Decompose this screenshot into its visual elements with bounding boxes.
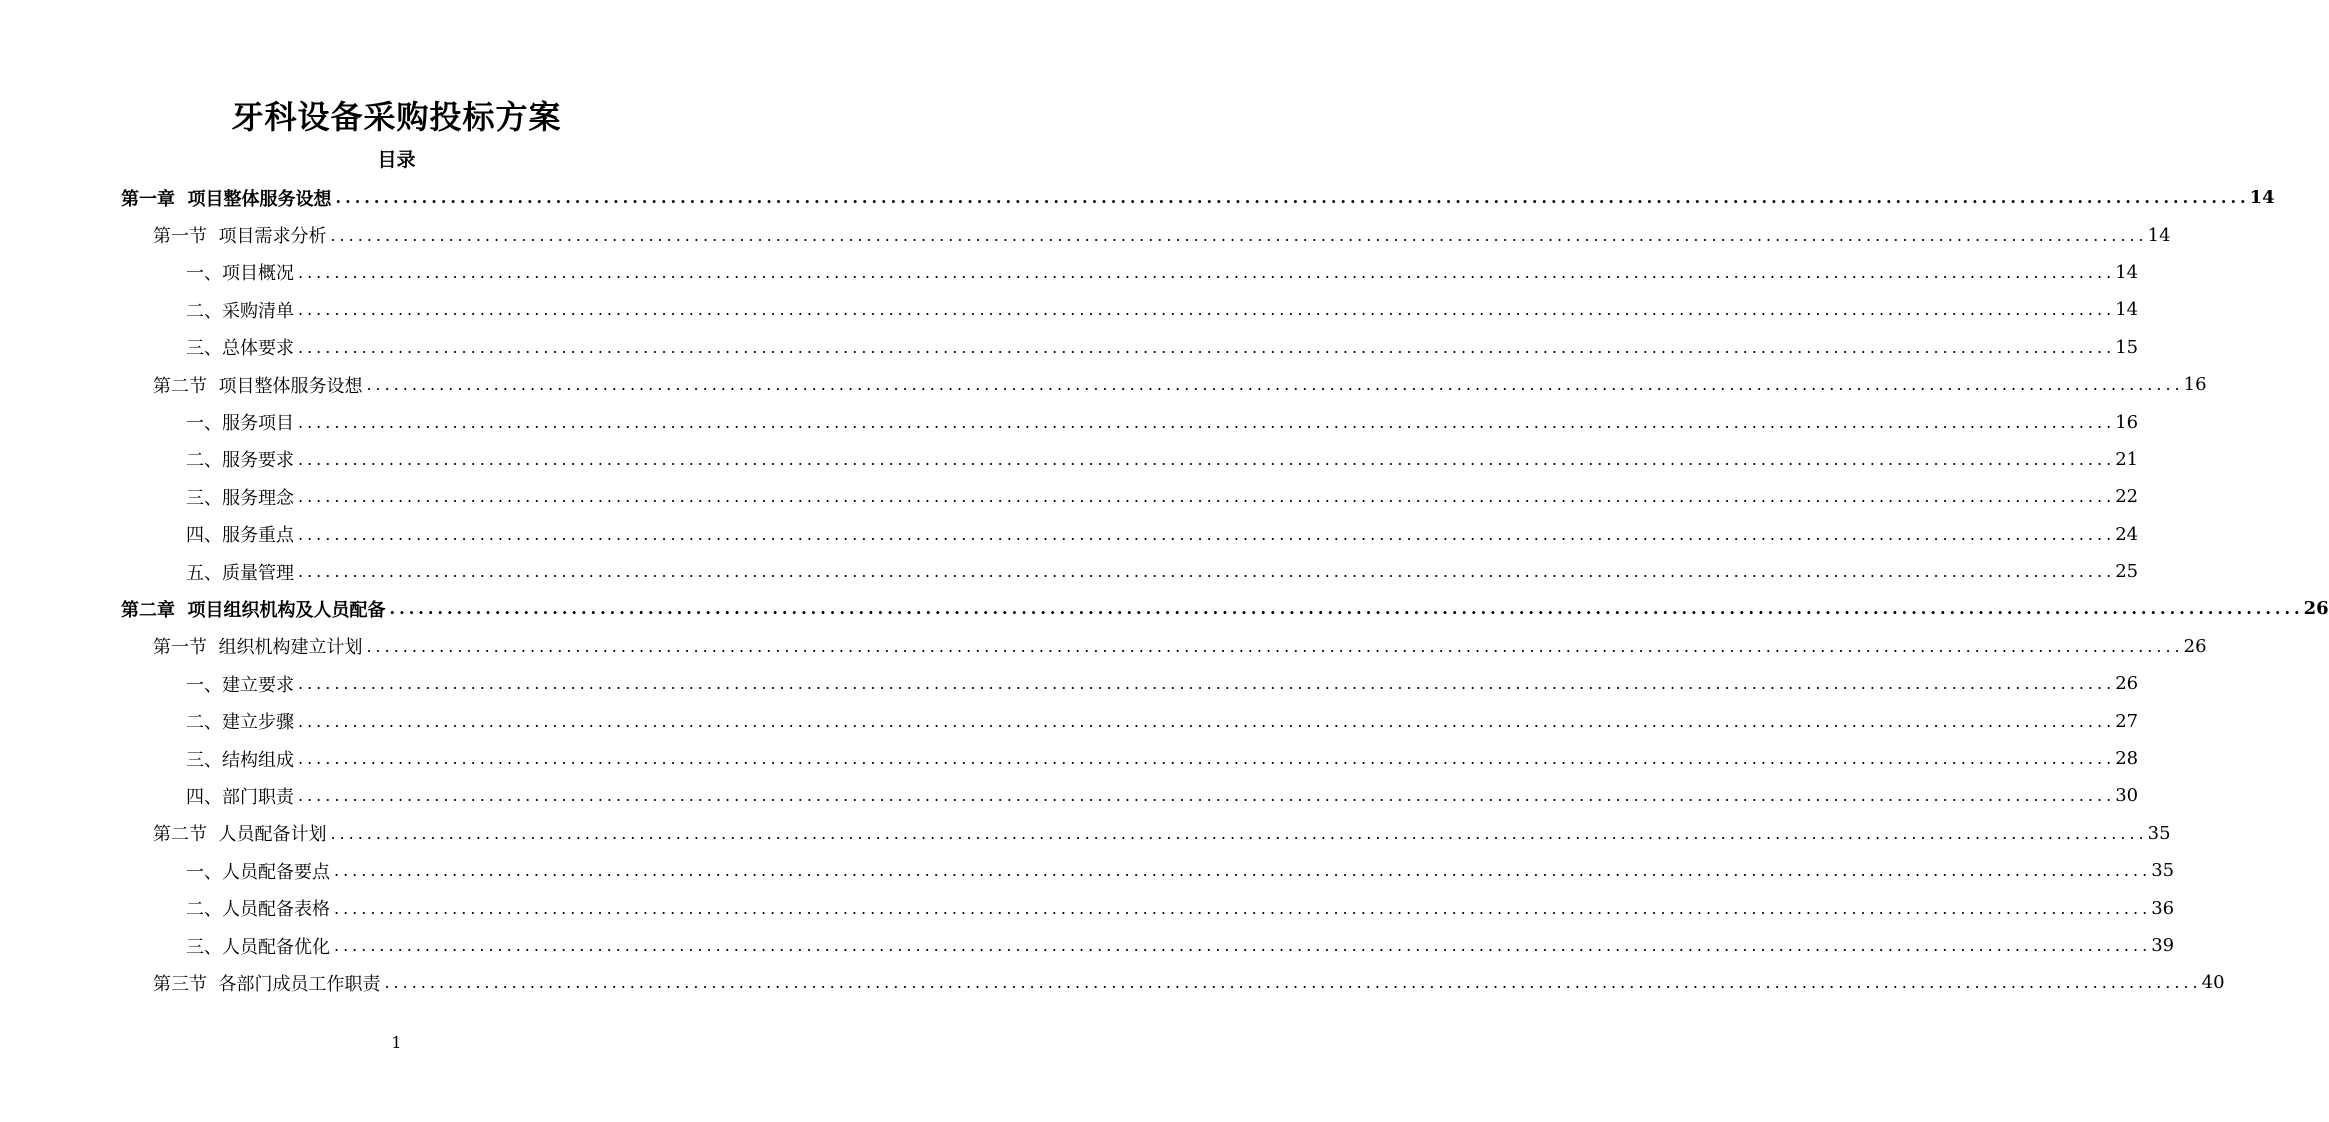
toc-entry[interactable] [0, 590, 2329, 627]
toc-heading: 目录 [377, 149, 416, 171]
toc-entry-page: 22 [2115, 486, 2139, 508]
toc-entry-label: 第二章 项目组织机构及人员配备 [121, 596, 390, 622]
toc-leader-dots: ........................................................................................................................................................................................................ [298, 300, 2116, 320]
page-number: 1 [391, 1033, 402, 1052]
toc-entry-label: 四、服务重点 [186, 521, 298, 547]
toc-entry-page: 24 [2115, 523, 2139, 545]
toc-entry[interactable] [0, 665, 2139, 702]
toc-entry-label: 三、人员配备优化 [186, 933, 334, 959]
toc-entry[interactable] [0, 702, 2139, 739]
toc-leader-dots: ........................................................................................................................................................................................................ [298, 487, 2116, 507]
toc-leader-dots: ........................................................................................................................................................................................................ [298, 562, 2116, 582]
toc-entry-page: 36 [2151, 897, 2175, 919]
toc-leader-dots: ........................................................................................................................................................................................................ [366, 375, 2184, 395]
toc-entry[interactable] [0, 403, 2139, 440]
toc-entry-page: 15 [2115, 336, 2139, 358]
toc-entry[interactable] [0, 927, 2175, 964]
toc-entry-page: 27 [2115, 710, 2139, 732]
toc-entry-page: 14 [2249, 187, 2275, 209]
toc-entry[interactable] [0, 815, 2171, 852]
toc-entry-label: 一、人员配备要点 [186, 858, 334, 884]
toc-entry-label: 第一节 项目需求分析 [153, 222, 330, 248]
toc-entry-page: 25 [2115, 561, 2139, 583]
toc-entry-label: 三、结构组成 [186, 746, 298, 772]
toc-entry-label: 三、总体要求 [186, 334, 298, 360]
toc-entry-label: 第一节 组织机构建立计划 [153, 633, 366, 659]
toc-entry[interactable] [0, 553, 2139, 590]
toc-entry-page: 16 [2183, 374, 2207, 396]
toc-leader-dots: ........................................................................................................................................................................................................ [298, 449, 2116, 469]
toc-entry-label: 一、建立要求 [186, 671, 298, 697]
toc-entry[interactable] [0, 964, 2225, 1001]
toc-entry-page: 21 [2115, 448, 2139, 470]
toc-leader-dots: ........................................................................................................................................................................................................ [384, 973, 2202, 993]
toc-entry[interactable] [0, 441, 2139, 478]
toc-entry-label: 一、服务项目 [186, 409, 298, 435]
toc-entry-page: 30 [2115, 785, 2139, 807]
toc-leader-dots: ........................................................................................................................................................................................................ [298, 524, 2116, 544]
toc-leader-dots: ........................................................................................................................................................................................................ [334, 898, 2152, 918]
toc-leader-dots: ........................................................................................................................................................................................................ [298, 262, 2116, 282]
toc-entry-label: 五、质量管理 [186, 559, 298, 585]
toc-leader-dots: ........................................................................................................................................................................................................ [335, 188, 2250, 208]
toc-entry[interactable] [0, 516, 2139, 553]
toc-entry-label: 第一章 项目整体服务设想 [121, 185, 336, 211]
toc-entry-page: 26 [2115, 673, 2139, 695]
toc-leader-dots: ........................................................................................................................................................................................................ [389, 599, 2304, 619]
toc-entry[interactable] [0, 889, 2175, 926]
toc-entry-page: 26 [2303, 598, 2329, 620]
toc-leader-dots: ........................................................................................................................................................................................................ [298, 786, 2116, 806]
toc-leader-dots: ........................................................................................................................................................................................................ [366, 636, 2184, 656]
toc-entry-page: 16 [2115, 411, 2139, 433]
toc-entry[interactable] [0, 478, 2139, 515]
toc-leader-dots: ........................................................................................................................................................................................................ [334, 936, 2152, 955]
toc-entry[interactable] [0, 366, 2207, 403]
toc-leader-dots: ........................................................................................................................................................................................................ [334, 861, 2152, 881]
toc-entry-label: 二、建立步骤 [186, 708, 298, 734]
toc-entry-label: 二、人员配备表格 [186, 895, 334, 921]
table-of-contents [0, 179, 2329, 1002]
toc-entry[interactable] [0, 254, 2139, 291]
toc-entry-page: 35 [2151, 860, 2175, 882]
toc-leader-dots: ........................................................................................................................................................................................................ [298, 711, 2116, 731]
toc-entry-label: 第二节 项目整体服务设想 [153, 372, 366, 398]
toc-entry-label: 二、采购清单 [186, 297, 298, 323]
toc-entry-label: 第二节 人员配备计划 [153, 820, 330, 846]
toc-entry-page: 40 [2201, 972, 2225, 994]
toc-entry-page: 26 [2183, 635, 2207, 657]
toc-entry-page: 14 [2115, 261, 2139, 283]
document-title: 牙科设备采购投标方案 [231, 98, 562, 136]
toc-entry-label: 第三节 各部门成员工作职责 [153, 970, 384, 996]
toc-leader-dots: ........................................................................................................................................................................................................ [330, 225, 2148, 245]
toc-entry[interactable] [0, 852, 2175, 889]
toc-entry-label: 四、部门职责 [186, 783, 298, 809]
toc-entry[interactable] [0, 329, 2139, 366]
toc-entry[interactable] [0, 628, 2207, 665]
toc-entry-page: 14 [2147, 224, 2171, 246]
toc-entry[interactable] [0, 777, 2139, 814]
toc-entry-page: 14 [2115, 299, 2139, 321]
toc-entry-label: 三、服务理念 [186, 484, 298, 510]
toc-entry[interactable] [0, 291, 2139, 328]
toc-leader-dots: ........................................................................................................................................................................................................ [298, 412, 2116, 432]
toc-entry-page: 39 [2151, 935, 2175, 956]
toc-leader-dots: ........................................................................................................................................................................................................ [298, 337, 2116, 357]
toc-entry-label: 二、服务要求 [186, 446, 298, 472]
toc-leader-dots: ........................................................................................................................................................................................................ [330, 823, 2148, 843]
toc-leader-dots: ........................................................................................................................................................................................................ [298, 749, 2116, 769]
toc-entry[interactable] [0, 179, 2275, 216]
toc-entry-page: 28 [2115, 748, 2139, 770]
toc-entry[interactable] [0, 740, 2139, 777]
toc-entry[interactable] [0, 216, 2171, 253]
toc-entry-label: 一、项目概况 [186, 259, 298, 285]
toc-leader-dots: ........................................................................................................................................................................................................ [298, 674, 2116, 694]
toc-entry-page: 35 [2147, 822, 2171, 844]
